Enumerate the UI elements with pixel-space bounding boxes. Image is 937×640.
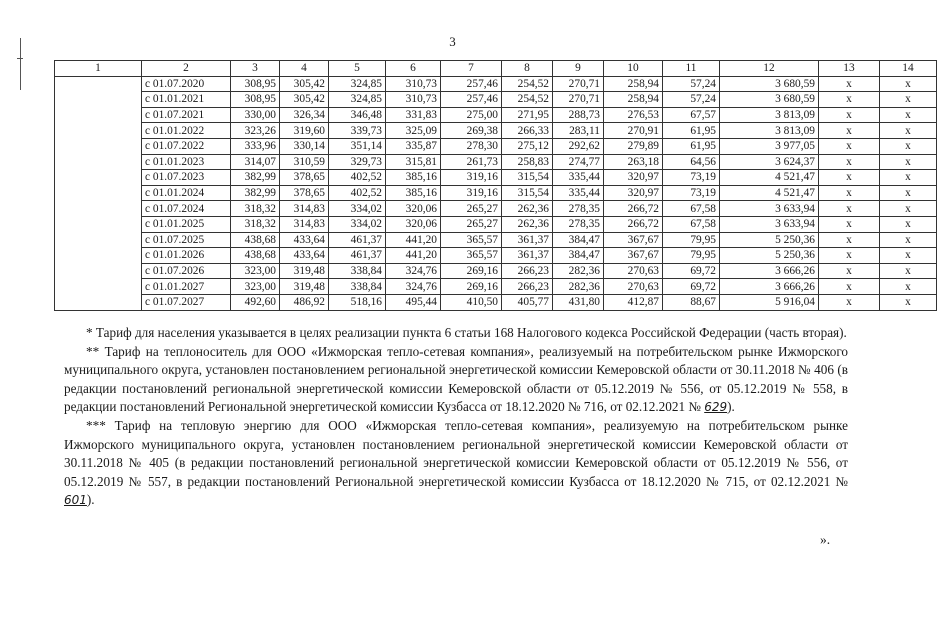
value-cell: 438,68: [231, 248, 280, 264]
margin-tick: [17, 58, 23, 59]
value-cell: 274,77: [553, 154, 604, 170]
value-cell: 266,33: [502, 123, 553, 139]
column-header: 3: [231, 61, 280, 77]
value-cell: 275,12: [502, 138, 553, 154]
value-cell: 461,37: [329, 248, 386, 264]
value-cell: 441,20: [386, 232, 441, 248]
column-header: 5: [329, 61, 386, 77]
value-cell: 305,42: [280, 76, 329, 92]
value-cell: 320,97: [604, 170, 663, 186]
value-cell: 518,16: [329, 294, 386, 310]
value-cell: 282,36: [553, 263, 604, 279]
value-cell: 305,42: [280, 92, 329, 108]
value-cell: 346,48: [329, 107, 386, 123]
value-cell: 310,59: [280, 154, 329, 170]
value-cell: х: [880, 294, 937, 310]
value-cell: 266,72: [604, 201, 663, 217]
value-cell: 5 250,36: [720, 248, 819, 264]
value-cell: 61,95: [663, 138, 720, 154]
value-cell: 263,18: [604, 154, 663, 170]
value-cell: 330,00: [231, 107, 280, 123]
value-cell: 257,46: [441, 92, 502, 108]
value-cell: 265,27: [441, 216, 502, 232]
value-cell: 315,54: [502, 170, 553, 186]
table-row: [55, 263, 937, 279]
value-cell: 270,91: [604, 123, 663, 139]
table-row: [55, 232, 937, 248]
value-cell: 292,62: [553, 138, 604, 154]
handwritten-number: 601: [64, 493, 87, 508]
value-cell: 335,87: [386, 138, 441, 154]
value-cell: х: [880, 279, 937, 295]
table-header-row: [55, 61, 937, 77]
value-cell: 269,16: [441, 279, 502, 295]
column-header: 7: [441, 61, 502, 77]
value-cell: 319,16: [441, 170, 502, 186]
value-cell: 278,35: [553, 216, 604, 232]
value-cell: 320,97: [604, 185, 663, 201]
table-row: [55, 279, 937, 295]
value-cell: х: [819, 170, 880, 186]
value-cell: 382,99: [231, 185, 280, 201]
value-cell: 323,26: [231, 123, 280, 139]
value-cell: 3 977,05: [720, 138, 819, 154]
value-cell: 329,73: [329, 154, 386, 170]
value-cell: 3 633,94: [720, 201, 819, 217]
value-cell: 324,85: [329, 92, 386, 108]
table-row: [55, 216, 937, 232]
value-cell: х: [819, 138, 880, 154]
table-row: [55, 170, 937, 186]
value-cell: 270,63: [604, 279, 663, 295]
period-cell: с 01.07.2027: [142, 294, 231, 310]
value-cell: 365,57: [441, 248, 502, 264]
value-cell: 382,99: [231, 170, 280, 186]
value-cell: 278,35: [553, 201, 604, 217]
period-cell: с 01.07.2021: [142, 107, 231, 123]
value-cell: 67,58: [663, 201, 720, 217]
value-cell: 3 666,26: [720, 279, 819, 295]
value-cell: 308,95: [231, 76, 280, 92]
value-cell: х: [819, 123, 880, 139]
period-cell: с 01.07.2022: [142, 138, 231, 154]
value-cell: х: [819, 279, 880, 295]
value-cell: 334,02: [329, 216, 386, 232]
table-row: [55, 248, 937, 264]
period-cell: с 01.07.2020: [142, 76, 231, 92]
table-row: [55, 92, 937, 108]
table-row: [55, 154, 937, 170]
value-cell: 314,07: [231, 154, 280, 170]
value-cell: 283,11: [553, 123, 604, 139]
value-cell: 254,52: [502, 92, 553, 108]
value-cell: 310,73: [386, 76, 441, 92]
value-cell: 351,14: [329, 138, 386, 154]
value-cell: 410,50: [441, 294, 502, 310]
value-cell: 57,24: [663, 92, 720, 108]
period-cell: с 01.01.2026: [142, 248, 231, 264]
value-cell: х: [819, 185, 880, 201]
value-cell: 412,87: [604, 294, 663, 310]
value-cell: 73,19: [663, 170, 720, 186]
value-cell: 331,83: [386, 107, 441, 123]
period-cell: с 01.01.2027: [142, 279, 231, 295]
table-row: [55, 138, 937, 154]
value-cell: 495,44: [386, 294, 441, 310]
value-cell: 261,73: [441, 154, 502, 170]
value-cell: х: [880, 232, 937, 248]
table-row: [55, 76, 937, 92]
value-cell: х: [880, 123, 937, 139]
value-cell: 325,09: [386, 123, 441, 139]
column-header: 13: [819, 61, 880, 77]
value-cell: 402,52: [329, 170, 386, 186]
tariff-table: [54, 60, 937, 311]
handwritten-number: 629: [704, 400, 728, 415]
value-cell: 79,95: [663, 232, 720, 248]
value-cell: х: [880, 216, 937, 232]
value-cell: 318,32: [231, 201, 280, 217]
value-cell: 67,58: [663, 216, 720, 232]
value-cell: 279,89: [604, 138, 663, 154]
value-cell: 324,76: [386, 263, 441, 279]
footnote-2-text: ** Тариф на теплоноситель для ООО «Ижморская тепло-сетевая компания», реализуемый на потребительском рынке Ижморского муниципального округа, установлен постановлением региональной энергетической комиссии Кемеровской области от 30.11.2018 № 406 (в редакции постановлений региональной энергетической комиссии Кемеровской области от 05.12.2019 № 556, от 05.12.2019 № 558, в редакции постановлений Региональной энергетической комиссии Кузбасса от 18.12.2020 № 716, от 02.12.2021 №: [64, 343, 848, 415]
value-cell: 288,73: [553, 107, 604, 123]
value-cell: х: [880, 170, 937, 186]
value-cell: 266,23: [502, 263, 553, 279]
period-cell: с 01.01.2024: [142, 185, 231, 201]
value-cell: 270,71: [553, 92, 604, 108]
value-cell: 270,71: [553, 76, 604, 92]
column-header: 4: [280, 61, 329, 77]
value-cell: 385,16: [386, 185, 441, 201]
value-cell: 402,52: [329, 185, 386, 201]
merged-first-column-cell: [55, 76, 142, 310]
value-cell: 79,95: [663, 248, 720, 264]
value-cell: 258,94: [604, 92, 663, 108]
value-cell: 323,00: [231, 263, 280, 279]
value-cell: 61,95: [663, 123, 720, 139]
value-cell: 254,52: [502, 76, 553, 92]
value-cell: 320,06: [386, 216, 441, 232]
value-cell: 433,64: [280, 248, 329, 264]
value-cell: 323,00: [231, 279, 280, 295]
value-cell: 433,64: [280, 232, 329, 248]
value-cell: 265,27: [441, 201, 502, 217]
value-cell: 67,57: [663, 107, 720, 123]
value-cell: 333,96: [231, 138, 280, 154]
value-cell: 310,73: [386, 92, 441, 108]
value-cell: 3 633,94: [720, 216, 819, 232]
value-cell: 365,57: [441, 232, 502, 248]
value-cell: 276,53: [604, 107, 663, 123]
value-cell: 324,76: [386, 279, 441, 295]
column-header: 10: [604, 61, 663, 77]
value-cell: 330,14: [280, 138, 329, 154]
value-cell: 492,60: [231, 294, 280, 310]
value-cell: 266,72: [604, 216, 663, 232]
column-header: 1: [55, 61, 142, 77]
value-cell: 438,68: [231, 232, 280, 248]
value-cell: х: [880, 263, 937, 279]
value-cell: 266,23: [502, 279, 553, 295]
value-cell: 384,47: [553, 232, 604, 248]
value-cell: 278,30: [441, 138, 502, 154]
value-cell: х: [880, 201, 937, 217]
value-cell: х: [819, 154, 880, 170]
value-cell: 3 813,09: [720, 123, 819, 139]
value-cell: 3 680,59: [720, 76, 819, 92]
value-cell: х: [819, 201, 880, 217]
column-header: 9: [553, 61, 604, 77]
value-cell: 257,46: [441, 76, 502, 92]
value-cell: 64,56: [663, 154, 720, 170]
page-number: 3: [449, 34, 456, 49]
column-header: 2: [142, 61, 231, 77]
value-cell: 57,24: [663, 76, 720, 92]
value-cell: 318,32: [231, 216, 280, 232]
period-cell: с 01.07.2024: [142, 201, 231, 217]
value-cell: 335,44: [553, 185, 604, 201]
value-cell: 69,72: [663, 263, 720, 279]
column-header: 6: [386, 61, 441, 77]
value-cell: 3 624,37: [720, 154, 819, 170]
period-cell: с 01.07.2025: [142, 232, 231, 248]
value-cell: х: [880, 138, 937, 154]
value-cell: х: [819, 92, 880, 108]
value-cell: 3 680,59: [720, 92, 819, 108]
value-cell: 385,16: [386, 170, 441, 186]
value-cell: 361,37: [502, 232, 553, 248]
value-cell: 270,63: [604, 263, 663, 279]
value-cell: х: [880, 107, 937, 123]
value-cell: 378,65: [280, 185, 329, 201]
table-row: [55, 294, 937, 310]
value-cell: 367,67: [604, 232, 663, 248]
value-cell: 271,95: [502, 107, 553, 123]
period-cell: с 01.01.2022: [142, 123, 231, 139]
value-cell: 314,83: [280, 201, 329, 217]
period-cell: с 01.07.2023: [142, 170, 231, 186]
value-cell: 367,67: [604, 248, 663, 264]
value-cell: 338,84: [329, 279, 386, 295]
value-cell: х: [819, 263, 880, 279]
footnotes: [64, 324, 848, 510]
value-cell: 319,60: [280, 123, 329, 139]
margin-mark: [20, 38, 21, 90]
value-cell: 319,48: [280, 263, 329, 279]
table-row: [55, 123, 937, 139]
value-cell: 338,84: [329, 263, 386, 279]
value-cell: 378,65: [280, 170, 329, 186]
value-cell: х: [819, 294, 880, 310]
value-cell: 258,83: [502, 154, 553, 170]
value-cell: 4 521,47: [720, 185, 819, 201]
value-cell: 315,81: [386, 154, 441, 170]
value-cell: х: [880, 76, 937, 92]
column-header: 12: [720, 61, 819, 77]
value-cell: 258,94: [604, 76, 663, 92]
period-cell: с 01.01.2021: [142, 92, 231, 108]
footnote-3-end: ).: [86, 492, 95, 508]
table-row: [55, 107, 937, 123]
period-cell: с 01.07.2026: [142, 263, 231, 279]
period-cell: с 01.01.2023: [142, 154, 231, 170]
footnote-1: * Тариф для населения указывается в целях реализации пункта 6 статьи 168 Налогового кодекса Российской Федерации (часть вторая).: [86, 325, 847, 340]
value-cell: х: [819, 76, 880, 92]
value-cell: 282,36: [553, 279, 604, 295]
value-cell: х: [819, 216, 880, 232]
value-cell: 361,37: [502, 248, 553, 264]
value-cell: 405,77: [502, 294, 553, 310]
value-cell: х: [880, 185, 937, 201]
value-cell: 339,73: [329, 123, 386, 139]
footnote-2-end: ).: [727, 399, 735, 415]
value-cell: 335,44: [553, 170, 604, 186]
value-cell: х: [819, 107, 880, 123]
footnote-2: [64, 343, 848, 417]
value-cell: 319,16: [441, 185, 502, 201]
footnote-3-text: *** Тариф на тепловую энергию для ООО «Ижморская тепло-сетевая компания», реализуемую на потребительском рынке Ижморского муниципального округа, установлен постановлением региональной энергетической комиссии Кемеровской области от 30.11.2018 № 405 (в редакции постановлений региональной энергетической комиссии Кемеровской области от 05.12.2019 № 556, от 05.12.2019 № 557, в редакции постановлений Региональной энергетической комиссии Кузбасса от 18.12.2020 № 715, от 02.12.2021 №: [64, 417, 848, 489]
value-cell: 262,36: [502, 201, 553, 217]
column-header: 8: [502, 61, 553, 77]
value-cell: 334,02: [329, 201, 386, 217]
value-cell: 4 521,47: [720, 170, 819, 186]
value-cell: 384,47: [553, 248, 604, 264]
value-cell: 326,34: [280, 107, 329, 123]
value-cell: 269,38: [441, 123, 502, 139]
value-cell: 315,54: [502, 185, 553, 201]
value-cell: 314,83: [280, 216, 329, 232]
value-cell: 320,06: [386, 201, 441, 217]
value-cell: 275,00: [441, 107, 502, 123]
value-cell: 3 813,09: [720, 107, 819, 123]
table-row: [55, 185, 937, 201]
value-cell: 324,85: [329, 76, 386, 92]
column-header: 14: [880, 61, 937, 77]
footnote-3: [64, 417, 848, 510]
period-cell: с 01.01.2025: [142, 216, 231, 232]
value-cell: 461,37: [329, 232, 386, 248]
closing-quote: ».: [820, 532, 831, 547]
value-cell: х: [880, 154, 937, 170]
value-cell: 441,20: [386, 248, 441, 264]
value-cell: 5 916,04: [720, 294, 819, 310]
value-cell: х: [880, 92, 937, 108]
value-cell: 269,16: [441, 263, 502, 279]
value-cell: 3 666,26: [720, 263, 819, 279]
value-cell: 5 250,36: [720, 232, 819, 248]
value-cell: 262,36: [502, 216, 553, 232]
value-cell: 431,80: [553, 294, 604, 310]
value-cell: 88,67: [663, 294, 720, 310]
value-cell: 73,19: [663, 185, 720, 201]
value-cell: 308,95: [231, 92, 280, 108]
column-header: 11: [663, 61, 720, 77]
value-cell: х: [819, 248, 880, 264]
value-cell: 319,48: [280, 279, 329, 295]
value-cell: 69,72: [663, 279, 720, 295]
value-cell: х: [819, 232, 880, 248]
table-row: [55, 201, 937, 217]
value-cell: 486,92: [280, 294, 329, 310]
value-cell: х: [880, 248, 937, 264]
